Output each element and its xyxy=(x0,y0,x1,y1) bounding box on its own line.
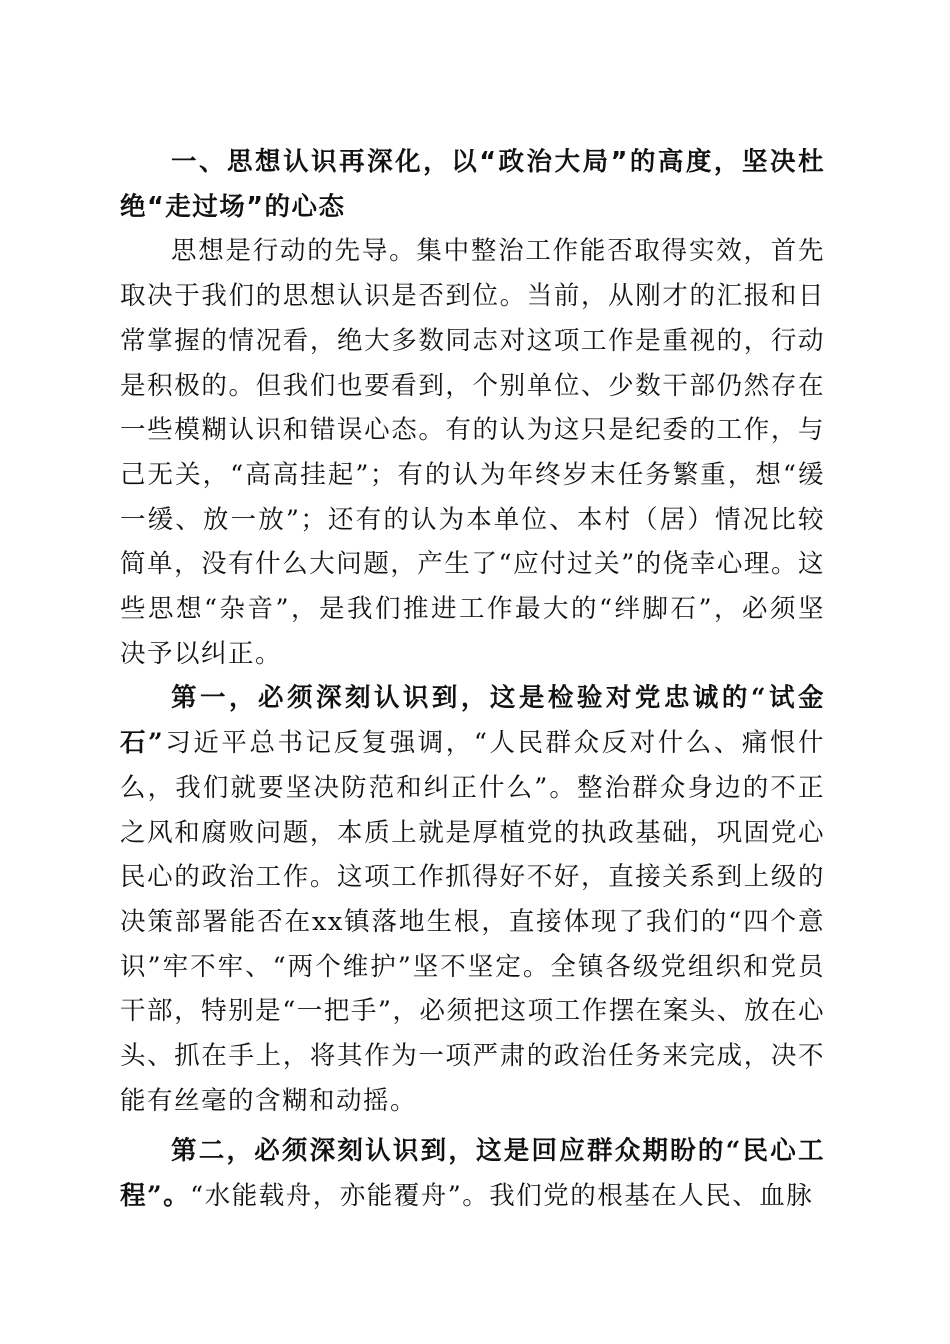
paragraph-text: 思想是行动的先导。集中整治工作能否取得实效，首先取决于我们的思想认识是否到位。当前，从刚才的汇报和日常掌握的情况看，绝大多数同志对这项工作是重视的，行动是积极的。但我们也要看到，个别单位、少数干部仍然存在一些模糊认识和错误心态。有的认为这只是纪委的工作，与己无关，“高高挂起”；有的认为年终岁末任务繁重，想“缓一缓、放一放”；还有的认为本单位、本村（居）情况比较简单，没有什么大问题，产生了“应付过关”的侥幸心理。这些思想“杂音”，是我们推进工作最大的“绊脚石”，必须坚决予以纠正。 xyxy=(120,236,825,669)
paragraph-second-point xyxy=(120,1129,825,1218)
paragraph-text: 习近平总书记反复强调，“人民群众反对什么、痛恨什么，我们就要坚决防范和纠正什么”。整治群众身边的不正之风和腐败问题，本质上就是厚植党的执政基础，巩固党心民心的政治工作。这项工作抓得好不好，直接关系到上级的决策部署能否在xx镇落地生根，直接体现了我们的“四个意识”牢不牢、“两个维护”坚不坚定。全镇各级党组织和党员干部，特别是“一把手”，必须把这项工作摆在案头、放在心头、抓在手上，将其作为一项严肃的政治任务来完成，决不能有丝毫的含糊和动摇。 xyxy=(120,728,826,1116)
paragraph-intro xyxy=(120,229,825,676)
paragraph-first-point xyxy=(120,676,825,1123)
section-heading: 一、思想认识再深化，以“政治大局”的高度，坚决杜绝“走过场”的心态 xyxy=(120,147,825,222)
paragraph-lead: 第二，必须深刻认识到，这是回应群众期盼的“民心工程”。 xyxy=(120,1136,825,1212)
paragraph-text: “水能载舟，亦能覆舟”。我们党的根基在人民、血脉 xyxy=(190,1181,814,1212)
document-body xyxy=(120,140,825,1219)
paragraph-lead: 第一，必须深刻认识到，这是检验对党忠诚的“试金石” xyxy=(120,683,825,759)
